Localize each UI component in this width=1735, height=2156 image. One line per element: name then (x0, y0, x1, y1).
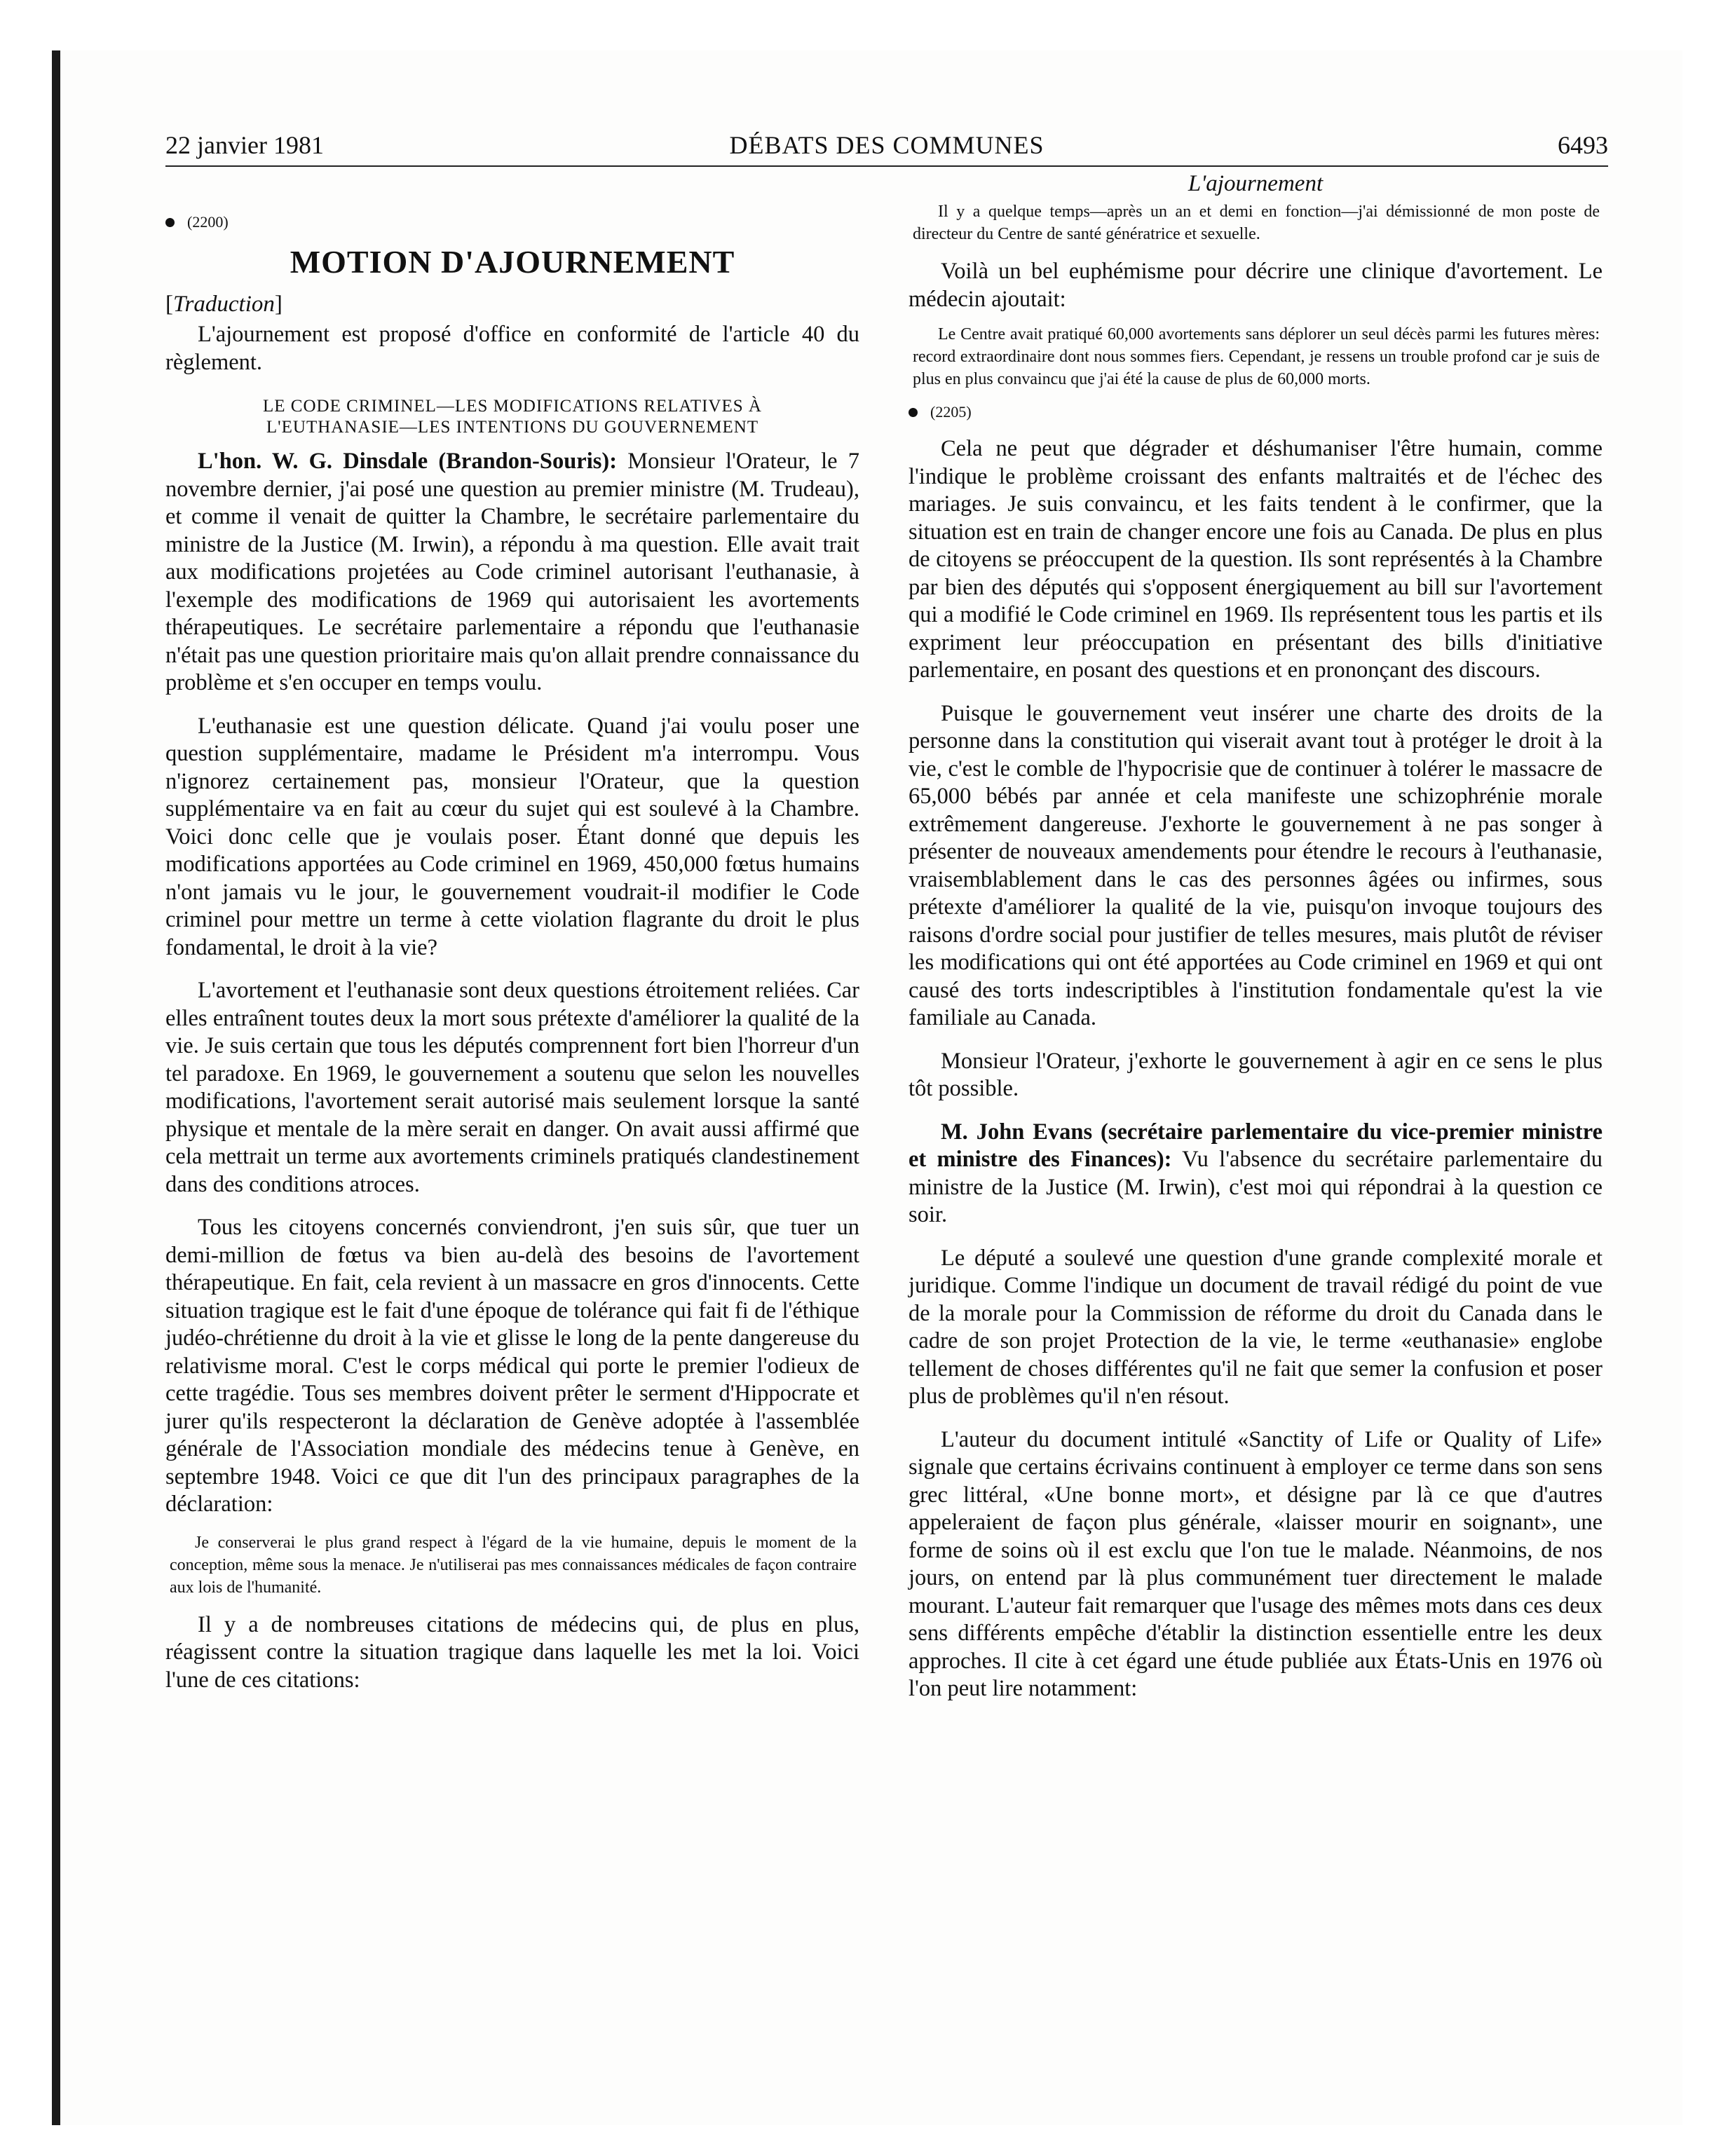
hansard-page (165, 125, 1608, 2087)
speaker-name: M. John Evans (secrétaire parlementaire du vice-premier ministre et ministre des Finances): (909, 1119, 1603, 1172)
block-quote: Je conserverai le plus grand respect à l'égard de la vie humaine, depuis le moment de la conception, même sous la menace. Je n'utiliserai pas mes connaissances médicales de façon contraire aux lois de l'humanité. (170, 1533, 857, 1597)
intro-paragraph: L'ajournement est proposé d'office en conformité de l'article 40 du règlement. (165, 322, 859, 375)
subheading-line-2: L'EUTHANASIE—LES INTENTIONS DU GOUVERNEMENT (266, 418, 759, 437)
speech-paragraph-6: Voilà un bel euphémisme pour décrire une clinique d'avortement. Le médecin ajoutait: (909, 259, 1603, 312)
speech-paragraph-10 (909, 1119, 1603, 1229)
speech-paragraph-5: Il y a de nombreuses citations de médecins qui, de plus en plus, réagissent contre la situation tragique dans laquelle les met la loi. Voici l'une de ces citations: (165, 1611, 859, 1693)
right-column (909, 171, 1603, 1703)
timestamp-text: (2205) (930, 403, 972, 421)
translation-note-text: Traduction (173, 292, 275, 317)
speech-text: Vu l'absence du secrétaire parlementaire du ministre de la Justice (M. Irwin), c'est moi qui répondrai à la question ce soir. (909, 1147, 1603, 1227)
subheading (165, 396, 859, 438)
speech-paragraph-12: L'auteur du document intitulé «Sanctity of Life or Quality of Life» signale que certains écrivains continuent à employer ce terme dans son sens grec littéral, «Une bonne mort», et désigne par là ce que d'autres appeleraient de façon plus générale, «laisser mourir en soignant», une forme de soins où il est exclu que l'on tue le malade. Néanmoins, de nos jours, on entend par là plus communément tuer directement le malade mourant. L'auteur fait remarquer que l'usage des mêmes mots dans ces deux sens différents empêche d'établir la distinction essentielle entre les deux approches. Il cite à cet égard une étude publiée aux États-Unis en 1976 où l'on peut lire notamment: (909, 1426, 1603, 1701)
block-quote-2: Le Centre avait pratiqué 60,000 avortements sans déplorer un seul décès parmi les futures mères: record extraordinaire dont nous sommes fiers. Cependant, je ressens un trouble profond car je suis de plus en plus convaincu que j'ai été la cause de plus de 60,000 morts. (913, 325, 1600, 388)
timestamp-marker (165, 212, 859, 233)
timestamp-marker-2 (909, 402, 1603, 423)
translation-bracket-close: ] (274, 292, 283, 317)
speech-paragraph-9: Monsieur l'Orateur, j'exhorte le gouvernement à agir en ce sens le plus tôt possible. (909, 1048, 1603, 1101)
speech-paragraph-1 (165, 448, 859, 697)
timestamp-text: (2200) (187, 213, 229, 231)
bullet-icon (165, 218, 175, 227)
speech-paragraph-3: L'avortement et l'euthanasie sont deux questions étroitement reliées. Car elles entraînent toutes deux la mort sous prétexte d'améliorer la qualité de la vie. Je suis certain que tous les députés comprennent fort bien l'horreur d'un tel paradoxe. En 1969, le gouvernement a soutenu que selon les nouvelles modifications, l'avortement serait autorisé mais seulement lorsque la santé physique et mentale de la mère serait en danger. On avait aussi affirmé que cela mettrait un terme aux avortements criminels pratiqués clandestinement dans des conditions atroces. (165, 978, 859, 1197)
header-title: DÉBATS DES COMMUNES (729, 131, 1045, 159)
header-page-number: 6493 (1558, 131, 1608, 159)
header-rule (165, 165, 1608, 167)
speech-paragraph-4: Tous les citoyens concernés conviendront, j'en suis sûr, que tuer un demi-million de fœtus va bien au-delà des besoins de l'avortement thérapeutique. En fait, cela revient à un massacre en gros d'innocents. Cette situation tragique est le fait d'une époque de tolérance qui fait fi de l'éthique judéo-chrétienne du droit à la vie et glisse le long de la pente dangereuse du relativisme moral. C'est le corps médical qui porte le premier l'odieux de cette tragédie. Tous ses membres doivent prêter le serment d'Hippocrate et jurer qu'ils respecteront la déclaration de Genève adoptée à l'assemblée générale de l'Association mondiale des médecins tenue à Genève, en septembre 1948. Voici ce que dit l'un des principaux paragraphes de la déclaration: (165, 1215, 859, 1517)
translation-bracket-open: [ (165, 292, 173, 317)
column-heading: L'ajournement (1188, 171, 1324, 196)
speech-paragraph-7: Cela ne peut que dégrader et déshumaniser l'être humain, comme l'indique le problème croissant des enfants maltraités et de l'échec des mariages. Je suis convaincu, et les faits tendent à le confirmer, que la situation est en train de changer encore une fois au Canada. De plus en plus de citoyens se préoccupent de la question. Ils sont représentés à la Chambre par bien des députés qui s'opposent énergiquement au bill sur l'avortement qui a modifié le Code criminel en 1969. Ils représentent tous les partis et ils expriment leur préoccupation en présentant des bills d'initiative parlementaire, en posant des questions et en prononçant des discours. (909, 436, 1603, 683)
subheading-line-1: LE CODE CRIMINEL—LES MODIFICATIONS RELATIVES À (263, 397, 762, 416)
speech-paragraph-11: Le député a soulevé une question d'une grande complexité morale et juridique. Comme l'indique un document de travail rédigé du point de vue de la morale pour la Commission de réforme du droit du Canada dans le cadre de son projet Protection de la vie, le terme «euthanasie» englobe tellement de choses différentes qu'il ne fait que semer la confusion et poser plus de problèmes qu'il n'en résout. (909, 1245, 1603, 1409)
left-column (165, 178, 859, 1694)
speech-paragraph-2: L'euthanasie est une question délicate. Quand j'ai voulu poser une question supplémentaire, madame le Président m'a interrompu. Vous n'ignorez certainement pas, monsieur l'Orateur, que la question supplémentaire va en fait au cœur du sujet qui est soulevé à la Chambre. Voici donc celle que je voulais poser. Étant donné que depuis les modifications apportées au Code criminel en 1969, 450,000 fœtus humains n'ont jamais vu le jour, le gouvernement voudrait-il modifier le Code criminel pour mettre un terme à cette violation flagrante du droit le plus fondamental, le droit à la vie? (165, 713, 859, 960)
section-heading: MOTION D'AJOURNEMENT (290, 244, 735, 280)
block-quote-1: Il y a quelque temps—après un an et demi en fonction—j'ai démissionné de mon poste de directeur du Centre de santé génératrice et sexuelle. (913, 203, 1600, 243)
bullet-icon (909, 408, 918, 417)
speech-text: Monsieur l'Orateur, le 7 novembre dernier, j'ai posé une question au premier ministre (M. Trudeau), et comme il venait de quitter la Chambre, le secrétaire parlementaire du ministre de la Justice (M. Irwin), a répondu à ma question. Elle avait trait aux modifications projetées au Code criminel autorisant l'euthanasie, à l'exemple des modifications de 1969 qui autorisaient les avortements thérapeutiques. Le secrétaire parlementaire a répondu que l'euthanasie n'était pas une question prioritaire mais qu'on allait prendre connaissance du problème et s'en occuper en temps voulu. (165, 449, 860, 695)
speech-paragraph-8: Puisque le gouvernement veut insérer une charte des droits de la personne dans la constitution qui viserait avant tout à protéger le droit à la vie, c'est le comble de l'hypocrisie que de continuer à tolérer le massacre de 65,000 bébés par année et cela manifeste une schizophrénie morale extrêmement dangereuse. J'exhorte le gouvernement à ne pas songer à présenter de nouveaux amendements pour étendre le recours à l'euthanasie, vraisemblablement dans le cas des personnes âgées ou infirmes, sous prétexte d'améliorer la qualité de la vie, puisqu'on invoque toujours des raisons d'ordre social pour justifier de telles mesures, mais plutôt de réviser les modifications qui ont été apportées au Code criminel en 1969 et qui ont causé des torts indescriptibles à l'institution fondamentale qu'est la vie familiale au Canada. (909, 700, 1603, 1030)
running-head (165, 128, 1608, 163)
scan-border (52, 50, 60, 2125)
translation-note (165, 290, 859, 318)
header-date: 22 janvier 1981 (165, 131, 324, 159)
speaker-name: L'hon. W. G. Dinsdale (Brandon-Souris): (198, 449, 618, 474)
